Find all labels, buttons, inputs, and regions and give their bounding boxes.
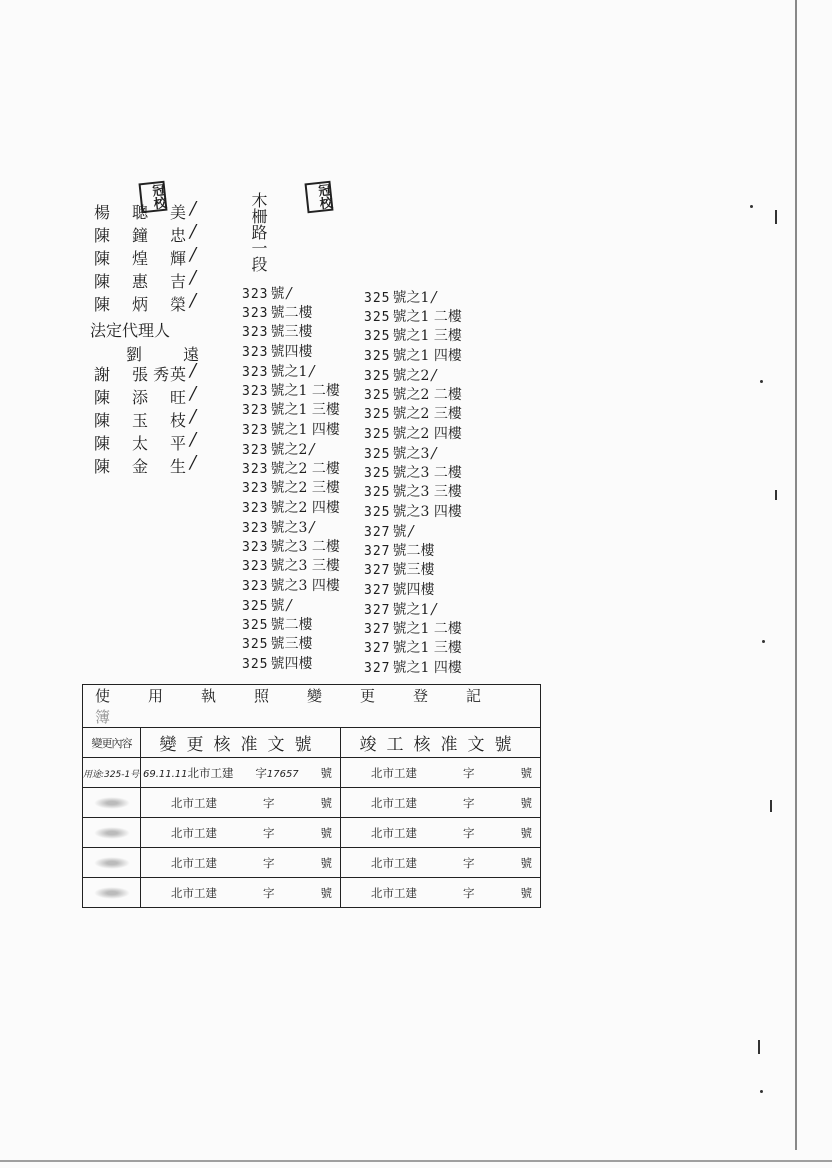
smudge-mark [94, 857, 130, 869]
completion-approval-cell [341, 788, 541, 818]
approval-suffix: 號 [320, 795, 332, 810]
check-mark: / [190, 244, 197, 265]
address-entry [242, 323, 340, 343]
legal-agent-name: 劉 遠 [126, 345, 218, 364]
address-suffix: 號三樓 [392, 562, 435, 578]
owner-surname: 陳 [94, 388, 111, 407]
address-number: 327 [364, 660, 391, 676]
address-suffix: 號之2 [270, 442, 308, 458]
address-number: 323 [242, 443, 269, 458]
address-suffix: 號之1 [392, 290, 430, 306]
approval-office: 北市工建 [171, 825, 217, 840]
address-entry [242, 499, 340, 519]
address-number: 327 [364, 621, 391, 637]
address-suffix: 號之3 四樓 [270, 577, 340, 594]
address-number: 325 [364, 504, 391, 520]
change-approval-prefix [171, 795, 217, 811]
owner-surname: 謝 [94, 365, 111, 384]
approval-office: 北市工建 [171, 795, 217, 810]
completion-approval-cell [341, 758, 541, 788]
header-change-approval-no: 變更核准文號 [141, 728, 341, 758]
address-entry [364, 464, 462, 484]
approval-char-group [263, 795, 275, 811]
check-mark: / [190, 360, 197, 381]
header-completion-approval-no: 竣工核准文號 [341, 728, 541, 758]
check-mark: / [190, 429, 197, 450]
completion-office: 北市工建 [371, 795, 417, 810]
owner-given-2: 平 [170, 434, 187, 453]
address-entry [364, 386, 462, 406]
owner-row [88, 269, 218, 292]
approval-char: 字 [263, 825, 275, 840]
address-entry [364, 366, 462, 386]
address-number: 323 [242, 521, 269, 536]
owner-surname: 陳 [94, 411, 111, 430]
change-approval-cell [141, 758, 341, 788]
address-entry [242, 440, 340, 460]
address-number: 327 [364, 641, 391, 656]
table-row [83, 758, 541, 788]
address-column-2 [364, 288, 462, 678]
address-entry [364, 561, 462, 581]
owner-row [88, 200, 218, 223]
address-number: 327 [364, 582, 391, 598]
owner-given-1: 聰 [132, 203, 149, 222]
completion-office: 北市工建 [371, 765, 417, 780]
license-change-register-table [82, 684, 541, 908]
page-bottom-edge [0, 1160, 832, 1162]
completion-approval-inner [341, 855, 540, 871]
owner-given-1: 張 秀 [132, 365, 170, 384]
address-entry [364, 288, 462, 308]
address-suffix: 號二樓 [270, 616, 313, 633]
check-mark: / [190, 383, 197, 404]
header-change-content: 變更內容 [83, 728, 141, 758]
table-title-partial: 簿 [95, 708, 149, 726]
approval-char: 字 [255, 765, 267, 780]
address-number: 323 [242, 403, 269, 418]
approval-date: 69.11.11 [143, 768, 188, 780]
address-entry [364, 405, 462, 425]
address-entry [242, 284, 340, 304]
address-number: 323 [242, 578, 269, 594]
owner-row [88, 362, 218, 385]
address-entry [364, 308, 462, 328]
smudge-mark [94, 887, 130, 899]
owner-given-2: 輝 [170, 249, 187, 268]
address-entry [242, 382, 340, 402]
completion-approval-cell [341, 818, 541, 848]
address-entry [364, 425, 462, 445]
owner-given-2: 生 [170, 457, 187, 476]
address-suffix: 號之3 三樓 [392, 484, 462, 500]
address-entry [364, 659, 462, 679]
address-suffix: 號二樓 [392, 542, 435, 559]
approval-suffix: 號 [320, 885, 332, 900]
address-suffix: 號三樓 [270, 636, 313, 652]
address-entry [364, 581, 462, 601]
address-number: 327 [364, 563, 391, 578]
address-suffix: 號之2 四樓 [270, 499, 340, 516]
owner-surname: 陳 [94, 457, 111, 476]
address-entry [364, 639, 462, 659]
address-entry [364, 600, 462, 620]
check-mark: / [431, 600, 437, 618]
completion-suffix: 號 [520, 795, 532, 810]
check-mark: / [431, 288, 437, 306]
address-number: 327 [364, 543, 391, 559]
completion-office: 北市工建 [371, 825, 417, 840]
address-suffix: 號三樓 [270, 324, 313, 340]
change-approval-inner [141, 795, 340, 811]
completion-approval-inner [341, 765, 540, 781]
approval-suffix: 號 [320, 825, 332, 840]
address-entry [242, 635, 340, 655]
check-mark: / [309, 362, 315, 380]
change-approval-inner [141, 855, 340, 871]
address-suffix: 號之1 [270, 364, 308, 380]
address-suffix: 號之3 三樓 [270, 558, 340, 574]
address-suffix: 號之2 三樓 [270, 480, 340, 496]
approval-char: 字 [263, 855, 275, 870]
address-entry [242, 557, 340, 577]
completion-char: 字 [463, 795, 475, 810]
owner-given-1: 添 [132, 388, 149, 407]
smudge-mark [94, 797, 130, 809]
approval-char-group [263, 825, 275, 841]
address-number: 325 [364, 291, 391, 306]
address-suffix: 號之1 二樓 [392, 308, 462, 325]
change-content-text: 用途:325-1号 [83, 769, 140, 780]
approval-char-group [263, 855, 275, 871]
owner-row [88, 408, 218, 431]
scan-speck [758, 1040, 760, 1054]
completion-char: 字 [463, 765, 475, 780]
address-number: 325 [242, 637, 269, 652]
address-number: 325 [364, 329, 391, 344]
change-approval-cell [141, 848, 341, 878]
address-number: 325 [364, 348, 391, 364]
table-row [83, 818, 541, 848]
scan-speck [760, 380, 763, 383]
owner-given-2: 枝 [170, 411, 187, 430]
address-entry [242, 655, 340, 675]
address-suffix: 號之3 四樓 [392, 503, 462, 520]
scan-speck [770, 800, 772, 812]
address-suffix: 號之1 三樓 [392, 640, 462, 656]
address-number: 325 [242, 617, 269, 633]
address-entry [242, 304, 340, 324]
approval-suffix: 號 [320, 765, 332, 780]
check-mark: / [190, 267, 197, 288]
address-number: 323 [242, 344, 269, 360]
completion-approval-cell [341, 848, 541, 878]
address-suffix: 號之1 四樓 [270, 421, 340, 438]
address-entry [364, 503, 462, 523]
change-approval-inner [141, 885, 340, 901]
completion-char: 字 [463, 885, 475, 900]
completion-approval-cell [341, 878, 541, 908]
address-entry [242, 362, 340, 382]
owner-surname: 陳 [94, 434, 111, 453]
address-number: 323 [242, 500, 269, 516]
address-entry [242, 401, 340, 421]
owner-given-1: 炳 [132, 295, 149, 314]
completion-office: 北市工建 [371, 855, 417, 870]
address-number: 323 [242, 305, 269, 321]
completion-approval-inner [341, 885, 540, 901]
road-name: 木柵路一段 [249, 192, 268, 272]
completion-suffix: 號 [520, 765, 532, 780]
address-suffix: 號之3 二樓 [392, 464, 462, 481]
address-number: 323 [242, 287, 269, 302]
change-approval-prefix [143, 765, 234, 781]
address-number: 325 [364, 485, 391, 500]
completion-suffix: 號 [520, 885, 532, 900]
approval-char-group [263, 885, 275, 901]
address-entry [242, 518, 340, 538]
address-entry [242, 343, 340, 363]
owner-given-1: 玉 [132, 411, 149, 430]
address-number: 323 [242, 559, 269, 574]
address-number: 325 [364, 369, 391, 384]
owner-row [88, 223, 218, 246]
address-number: 325 [364, 407, 391, 422]
owner-given-2: 英 [170, 365, 187, 384]
address-entry [364, 620, 462, 640]
owner-given-1: 惠 [132, 272, 149, 291]
change-approval-prefix [171, 885, 217, 901]
check-mark: / [190, 452, 197, 473]
page-right-edge [795, 0, 797, 1150]
proofread-stamp-right: 冠校 [305, 181, 334, 214]
approval-office: 北市工建 [171, 855, 217, 870]
address-number: 325 [364, 447, 391, 462]
check-mark: / [309, 518, 315, 536]
owner-given-1: 太 [132, 434, 149, 453]
address-suffix: 號四樓 [392, 581, 435, 598]
check-mark: / [190, 221, 197, 242]
smudge-mark [94, 827, 130, 839]
completion-char: 字 [463, 855, 475, 870]
address-number: 323 [242, 325, 269, 340]
address-suffix: 號之2 三樓 [392, 406, 462, 422]
owner-list-group-1 [88, 200, 218, 315]
change-approval-cell [141, 878, 341, 908]
check-mark: / [431, 444, 437, 462]
address-suffix: 號之2 四樓 [392, 425, 462, 442]
address-entry [242, 577, 340, 597]
check-mark: / [431, 366, 437, 384]
owner-given-1: 煌 [132, 249, 149, 268]
check-mark: / [309, 440, 315, 458]
address-number: 325 [364, 426, 391, 442]
table-title-text: 使用執照變更登記 [95, 687, 520, 705]
check-mark: / [286, 284, 292, 302]
address-number: 325 [242, 599, 269, 614]
address-entry [242, 460, 340, 480]
address-entry [242, 479, 340, 499]
address-entry [242, 596, 340, 616]
scan-speck [762, 640, 765, 643]
address-suffix: 號之3 [270, 520, 308, 536]
address-entry [364, 542, 462, 562]
owner-row [88, 246, 218, 269]
change-approval-cell [141, 788, 341, 818]
completion-office: 北市工建 [371, 885, 417, 900]
address-suffix: 號之3 [392, 446, 430, 462]
scan-speck [775, 490, 777, 500]
table-row [83, 848, 541, 878]
check-mark: / [408, 522, 414, 540]
owner-surname: 楊 [94, 203, 111, 222]
owner-given-2: 榮 [170, 295, 187, 314]
approval-char: 字 [263, 885, 275, 900]
address-number: 323 [242, 461, 269, 477]
change-content-cell [83, 848, 141, 878]
address-entry [364, 327, 462, 347]
approval-char-group [255, 765, 298, 781]
owner-row [88, 385, 218, 408]
owner-list-group-2 [88, 362, 218, 477]
address-suffix: 號 [270, 286, 285, 302]
address-number: 327 [364, 525, 391, 540]
completion-approval-inner [341, 825, 540, 841]
address-entry [364, 444, 462, 464]
check-mark: / [190, 198, 197, 219]
address-suffix: 號之1 二樓 [392, 620, 462, 637]
completion-char: 字 [463, 825, 475, 840]
address-number: 323 [242, 481, 269, 496]
approval-office: 北市工建 [171, 885, 217, 900]
change-content-cell [83, 818, 141, 848]
scan-speck [760, 1090, 763, 1093]
owner-surname: 陳 [94, 272, 111, 291]
table-row [83, 878, 541, 908]
address-entry [364, 522, 462, 542]
scan-speck [775, 210, 777, 224]
address-suffix: 號二樓 [270, 304, 313, 321]
table-row [83, 788, 541, 818]
address-suffix: 號四樓 [270, 343, 313, 360]
address-suffix: 號之3 二樓 [270, 538, 340, 555]
owner-surname: 陳 [94, 226, 111, 245]
proofread-stamp-left: 冠校 [139, 181, 168, 214]
change-content-cell [83, 758, 141, 788]
address-number: 323 [242, 539, 269, 555]
legal-agent-label: 法定代理人 [90, 321, 171, 340]
check-mark: / [286, 596, 292, 614]
owner-given-1: 金 [132, 457, 149, 476]
address-number: 323 [242, 383, 269, 399]
owner-row [88, 292, 218, 315]
approval-number: 17657 [266, 768, 299, 780]
owner-given-2: 忠 [170, 226, 187, 245]
address-suffix: 號之1 三樓 [270, 402, 340, 418]
address-entry [364, 483, 462, 503]
owner-given-1: 鐘 [132, 226, 149, 245]
check-mark: / [190, 290, 197, 311]
address-suffix: 號之1 二樓 [270, 382, 340, 399]
owner-surname: 陳 [94, 295, 111, 314]
owner-row [88, 454, 218, 477]
address-number: 325 [364, 465, 391, 481]
change-approval-prefix [171, 855, 217, 871]
change-approval-prefix [171, 825, 217, 841]
change-approval-cell [141, 818, 341, 848]
change-content-cell [83, 788, 141, 818]
change-approval-inner [141, 825, 340, 841]
address-number: 325 [242, 656, 269, 672]
check-mark: / [190, 406, 197, 427]
completion-approval-inner [341, 795, 540, 811]
address-suffix: 號之1 三樓 [392, 328, 462, 344]
address-suffix: 號 [270, 598, 285, 614]
address-suffix: 號 [392, 524, 407, 540]
owner-given-2: 美 [170, 203, 187, 222]
address-number: 325 [364, 309, 391, 325]
address-entry [364, 347, 462, 367]
scan-speck [750, 205, 753, 208]
owner-surname: 陳 [94, 249, 111, 268]
address-number: 325 [364, 387, 391, 403]
address-suffix: 號之1 [392, 602, 430, 618]
owner-given-2: 旺 [170, 388, 187, 407]
address-number: 323 [242, 422, 269, 438]
address-suffix: 號之1 四樓 [392, 659, 462, 676]
approval-char: 字 [263, 795, 275, 810]
address-column-1 [242, 284, 340, 674]
address-suffix: 號之2 二樓 [270, 460, 340, 477]
address-suffix: 號之2 [392, 368, 430, 384]
table-title [83, 685, 541, 728]
owner-given-2: 吉 [170, 272, 187, 291]
address-suffix: 號之1 四樓 [392, 347, 462, 364]
address-number: 327 [364, 603, 391, 618]
address-entry [242, 421, 340, 441]
approval-suffix: 號 [320, 855, 332, 870]
address-suffix: 號四樓 [270, 655, 313, 672]
change-approval-inner [141, 765, 340, 781]
approval-office: 北市工建 [187, 765, 234, 780]
completion-suffix: 號 [520, 855, 532, 870]
completion-suffix: 號 [520, 825, 532, 840]
address-suffix: 號之2 二樓 [392, 386, 462, 403]
address-number: 323 [242, 365, 269, 380]
owner-row [88, 431, 218, 454]
address-entry [242, 616, 340, 636]
change-content-cell [83, 878, 141, 908]
address-entry [242, 538, 340, 558]
